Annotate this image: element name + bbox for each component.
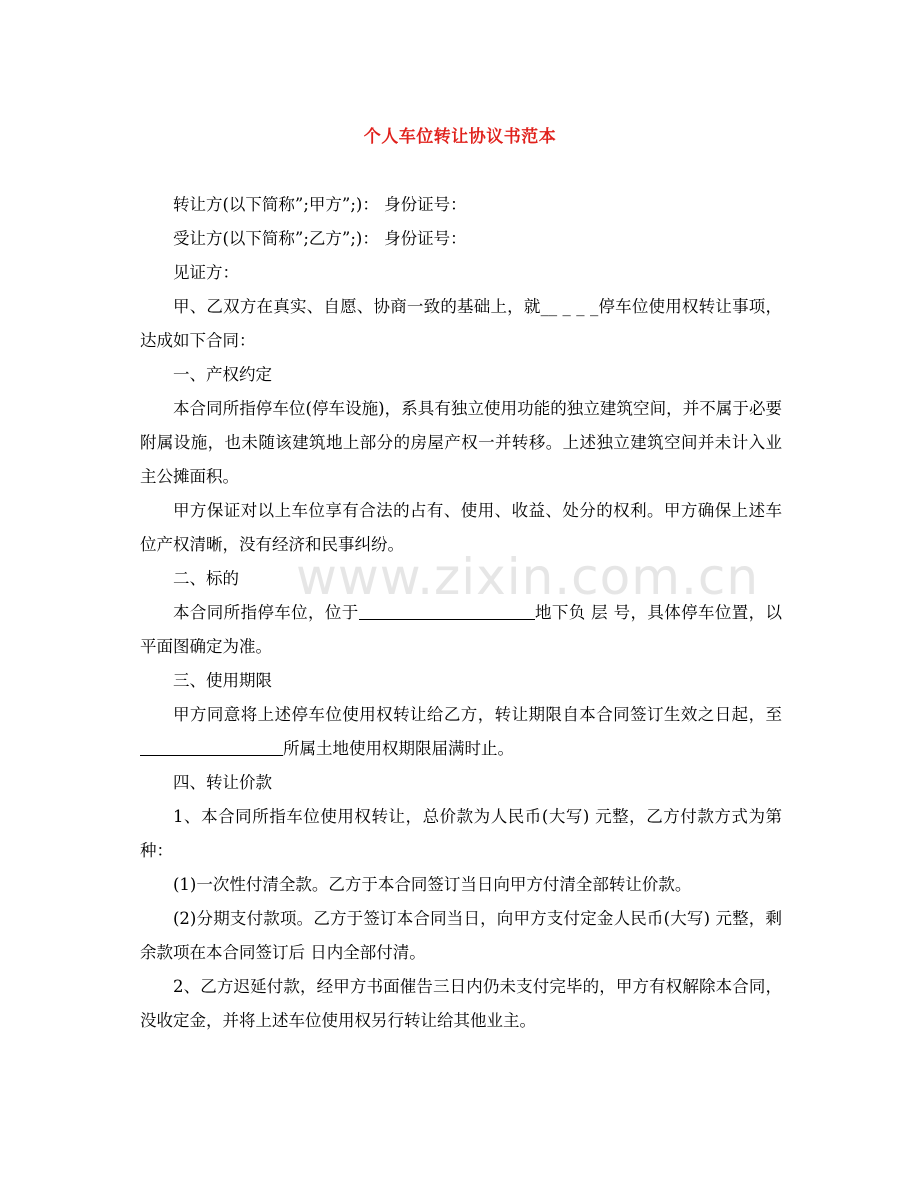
intro-text-post: 停车位使用权转让事项，达成如下合同：	[140, 297, 783, 350]
section-1-paragraph-1: 本合同所指停车位(停车设施)，系具有独立使用功能的独立建筑空间，并不属于必要附属设施，也未随该建筑地上部分的房屋产权一并转移。上述独立建筑空间并未计入业主公摊面积。	[140, 399, 782, 486]
section-2-text-post: 地下负 层 号，具体停车位置，以平面图确定为准。	[140, 603, 782, 656]
document-title: 个人车位转让协议书范本	[363, 127, 557, 147]
section-4-paragraph-4: 2、乙方迟延付款，经甲方书面催告三日内仍未支付完毕的，甲方有权解除本合同，没收定金，并将上述车位使用权另行转让给其他业主。	[140, 977, 782, 1030]
section-1-heading: 一、产权约定	[173, 365, 272, 384]
location-blank	[359, 601, 535, 620]
party-a-line: 转让方(以下简称”;甲方”;)： 身份证号：	[173, 195, 467, 214]
party-b-line: 受让方(以下简称”;乙方”;)： 身份证号：	[173, 229, 467, 248]
section-3-heading: 三、使用期限	[173, 671, 272, 690]
section-1-paragraph-2: 甲方保证对以上车位享有合法的占有、使用、收益、处分的权利。甲方确保上述车位产权清晰，没有经济和民事纠纷。	[140, 501, 782, 554]
witness-line: 见证方：	[173, 263, 239, 282]
section-2-text-pre: 本合同所指停车位，位于	[173, 603, 359, 622]
section-3-paragraph	[140, 698, 782, 766]
intro-text-pre: 甲、乙双方在真实、自愿、协商一致的基础上，就	[173, 297, 541, 316]
document-body	[140, 188, 782, 1038]
section-3-text-pre: 甲方同意将上述停车位使用权转让给乙方，转让期限自本合同签订生效之日起，至	[173, 705, 782, 724]
section-4-paragraph-2: (1)一次性付清全款。乙方于本合同签订当日向甲方付清全部转让价款。	[173, 875, 692, 894]
section-2-heading: 二、标的	[173, 569, 239, 588]
section-4-paragraph-1: 1、本合同所指车位使用权转让，总价款为人民币(大写) 元整，乙方付款方式为第 种：	[140, 807, 782, 860]
watermark: www.zixin.com.cn	[296, 548, 760, 606]
term-end-blank	[140, 737, 283, 756]
intro-blank: __ _ _ _	[540, 297, 599, 316]
section-4-paragraph-3: (2)分期支付款项。乙方于签订本合同当日，向甲方支付定金人民币(大写) 元整，剩余款项在本合同签订后 日内全部付清。	[140, 909, 782, 962]
section-3-text-post: 所属土地使用权期限届满时止。	[283, 739, 514, 758]
section-2-paragraph	[140, 596, 782, 664]
section-4-heading: 四、转让价款	[173, 773, 272, 792]
intro-paragraph	[140, 290, 782, 358]
